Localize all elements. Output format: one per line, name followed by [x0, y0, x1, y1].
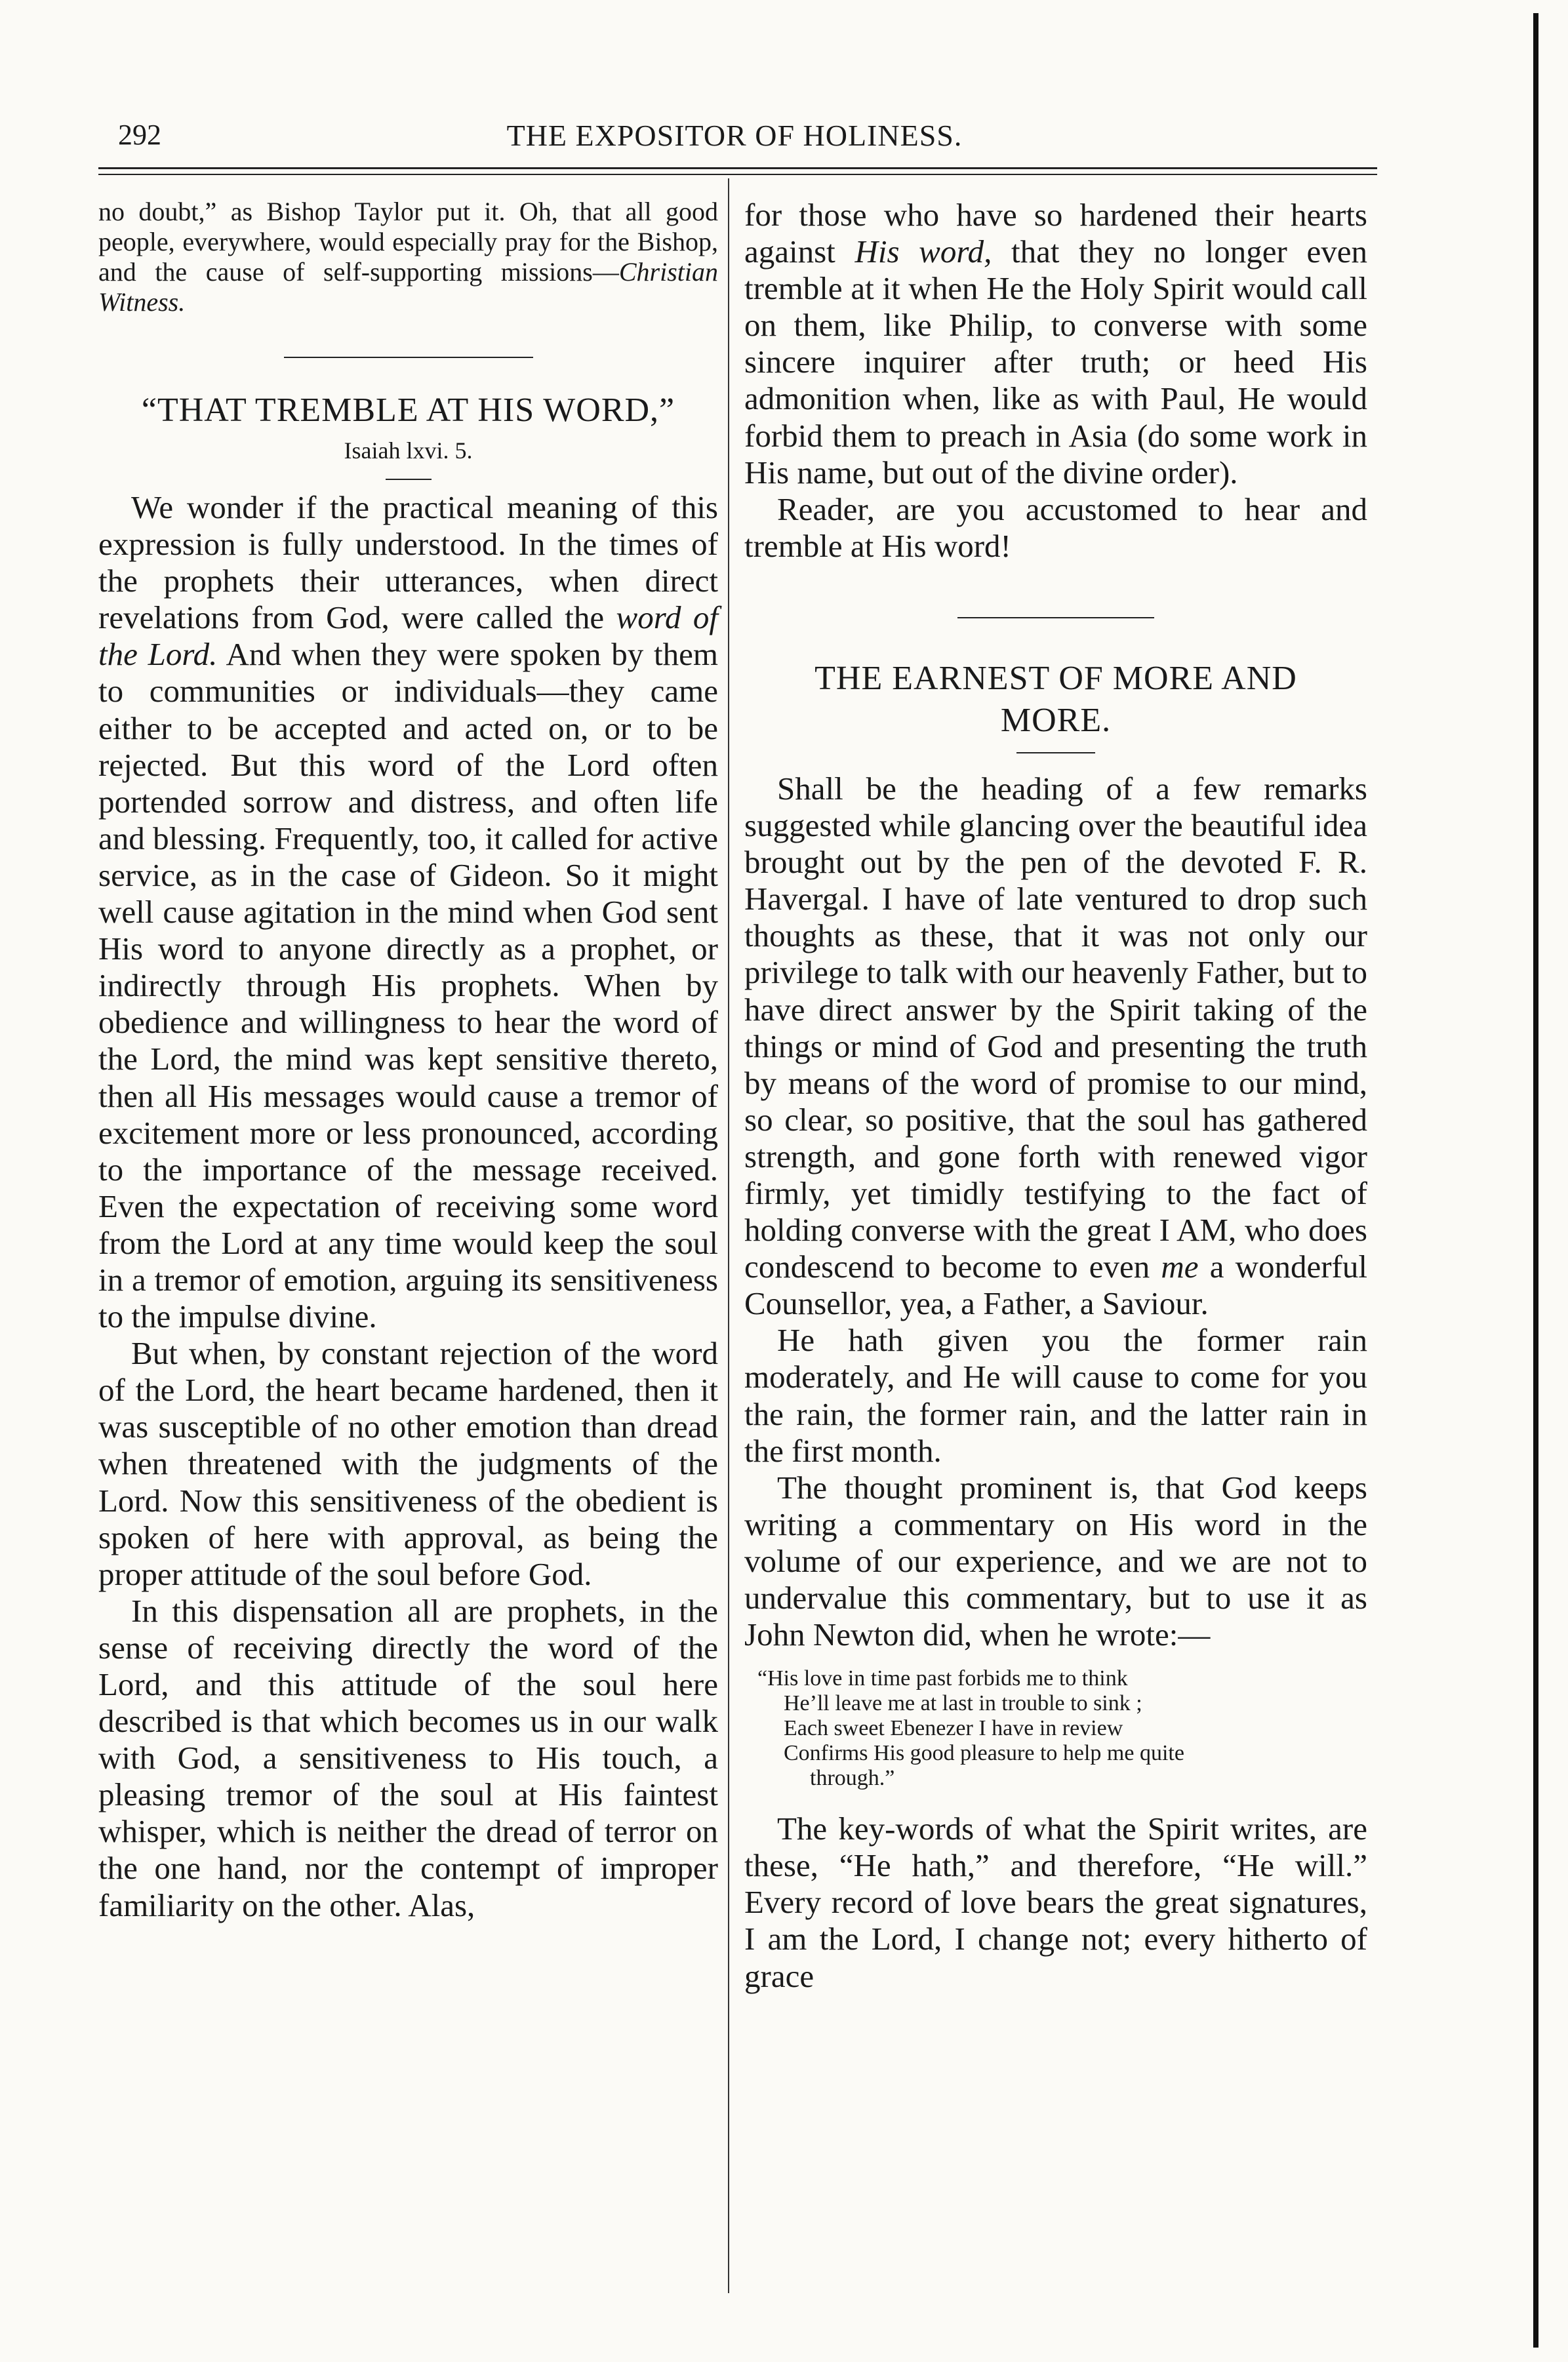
running-title: THE EXPOSITOR OF HOLINESS. [506, 119, 963, 152]
emphasis-text: word of the Lord. [98, 599, 718, 673]
intro-paragraph [98, 197, 718, 317]
article-paragraph: He hath given you the former rain moderately, and He will cause to come for you the rain, the former rain, and the latter rain in the first month. [744, 1322, 1367, 1469]
title-rule [386, 479, 432, 480]
article-paragraph [744, 197, 1367, 491]
page-binding-edge [1533, 13, 1538, 2348]
paragraph-text: And when they were spoken by them to communities or individuals—they came either to be accepted and acted on, or to be rejected. But this word of the Lord often portended sorrow and distress, and often life and blessing. Frequently, too, it called for active service, as in the case of Gideon. So it might well cause agitation in the mind when God sent His word to anyone directly as a prophet, or indirectly through His prophets. When by obedience and willingness to hear the word of the Lord, the mind was kept sensitive thereto, then all His messages would cause a tremor of excitement more or less pronounced, according to the importance of the message received. Even the expectation of receiving some word from the Lord at any time would keep the soul in a tremor of emotion, arguing its sensitiveness to the impulse divine. [98, 636, 718, 1335]
article-paragraph: Reader, are you accustomed to hear and tremble at His word! [744, 490, 1367, 564]
column-divider [728, 178, 729, 2293]
poem-line: He’ll leave me at last in trouble to sink ; [784, 1691, 1142, 1716]
left-column [98, 197, 718, 1924]
poem-line: “His love in time past forbids me to think [757, 1666, 1128, 1691]
emphasis-text: me [1161, 1249, 1199, 1285]
scripture-reference: Isaiah lxvi. 5. [344, 437, 473, 464]
intro-source: Christian Witness. [98, 257, 718, 317]
article-title: “THAT TREMBLE AT HIS WORD,” [141, 391, 675, 429]
poem-line: Each sweet Ebenezer I have in review [784, 1716, 1123, 1741]
header-rule [98, 167, 1377, 169]
right-column [744, 197, 1367, 1995]
paragraph-text: that they no longer even tremble at it when He the Holy Spirit would call on them, like Philip, to converse with some sincere inquirer after truth; or heed His admonition when, like as with Paul, He would forbid them to preach in Asia (do some work in His name, but out of the divine order). [744, 233, 1368, 490]
section-divider [957, 617, 1154, 618]
header-rule-secondary [98, 174, 1377, 175]
article-paragraph: The key-words of what the Spirit writes, are these, “He hath,” and therefore, “He will.” Every record of love bears the great signatures, I am the Lord, I change not; every hitherto of grace [744, 1811, 1367, 1994]
intro-text: no doubt,” as Bishop Taylor put it. Oh, that all good people, everywhere, would especially pray for the Bishop, and the cause of self-supporting missions— [98, 197, 718, 287]
hymn-quotation [757, 1666, 1367, 1791]
paragraph-text: We wonder if the practical meaning of this expression is fully understood. In the times of the prophets their utterances, when direct revelations from God, were called the [98, 489, 718, 636]
article-paragraph: In this dispensation all are prophets, in the sense of receiving directly the word of the Lord, and this attitude of the soul here described is that which becomes us in our walk with God, a sensitiveness to His touch, a pleasing tremor of the soul at His faintest whisper, which is neither the dread of terror on the one hand, nor the contempt of improper familiarity on the other. Alas, [98, 1592, 718, 1923]
page-number: 292 [118, 119, 161, 151]
paragraph-text: Shall be the heading of a few remarks suggested while glancing over the beautiful idea brought out by the pen of the devoted F. R. Havergal. I have of late ventured to drop such thoughts as these, that it was not only our privilege to talk with our heavenly Father, but to have direct answer by the Spirit taking of the things or mind of God and presenting the truth by means of the word of promise to our mind, so clear, so positive, that the soul has gathered strength, and gone forth with renewed vigor firmly, yet timidly testifying to the fact of holding converse with the great I AM, who does condescend to become to even [744, 770, 1367, 1285]
emphasis-text: His word, [854, 233, 992, 270]
page-header [98, 118, 1371, 164]
poem-line: through.” [810, 1766, 895, 1791]
article-title: THE EARNEST OF MORE AND MORE. [814, 659, 1297, 739]
article-paragraph: But when, by constant rejection of the word of the Lord, the heart became hardened, then it was susceptible of no other emotion than dread when threatened with the judgments of the Lord. Now this sensitiveness of the obedient is spoken of here with approval, as being the proper attitude of the soul before God. [98, 1335, 718, 1592]
article-paragraph [98, 489, 718, 1335]
paragraph-text: for those who have so hardened their hearts against [744, 197, 1367, 270]
section-divider [284, 357, 533, 358]
paragraph-text: a wonderful Counsellor, yea, a Father, a Saviour. [744, 1249, 1367, 1322]
article-paragraph [744, 771, 1367, 1322]
poem-line: Confirms His good pleasure to help me quite [784, 1741, 1184, 1766]
article-paragraph: The thought prominent is, that God keeps writing a commentary on His word in the volume of our experience, and we are not to undervalue this commentary, but to use it as John Newton did, when he wrote:— [744, 1469, 1367, 1653]
title-rule [1016, 752, 1095, 753]
